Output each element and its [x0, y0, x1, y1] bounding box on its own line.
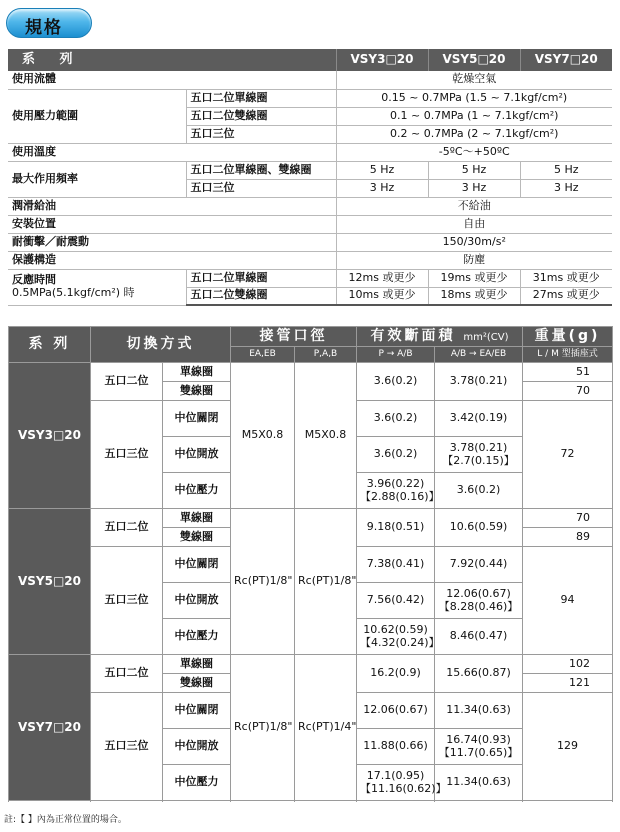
flow-sub-pressure: 中位壓力: [163, 619, 231, 655]
spec-label: 使用溫度: [8, 143, 336, 161]
spec-value: 0.1 ~ 0.7MPa (1 ~ 7.1kgf/cm²): [336, 107, 612, 125]
spec-value: -5ºC～+50ºC: [336, 143, 612, 161]
spec-sub-label: 五口二位單線圈: [186, 269, 336, 287]
spec-header-model: VSY3□20: [336, 49, 428, 71]
spec-value: 5 Hz: [336, 161, 428, 179]
flow-weight: 70: [523, 382, 613, 401]
flow-area-abea: 3.6(0.2): [435, 473, 523, 509]
spec-row-pressure: [8, 89, 612, 107]
spec-value: 12ms 或更少: [336, 269, 428, 287]
flow-series-label: VSY3□20: [9, 363, 91, 509]
spec-row-fluid: [8, 71, 612, 89]
flow-area-abea: 3.42(0.19): [435, 401, 523, 437]
flow-subheader-weight: L / M 型插座式: [523, 347, 613, 363]
flow-area-pab-pressure: [357, 765, 447, 801]
flow-area-pab: 7.56(0.42): [357, 583, 435, 619]
flow-area-abea: 11.34(0.63): [435, 693, 523, 729]
flow-port-pab: M5X0.8: [295, 363, 357, 509]
spec-value: 不給油: [336, 197, 612, 215]
spec-value: 18ms 或更少: [428, 287, 520, 305]
flow-type-three-pos: 五口三位: [91, 547, 163, 655]
flow-header-area-label: 有效斷面積: [370, 328, 456, 345]
flow-area-value: 16.74(0.93): [446, 732, 511, 746]
flow-area-abea: 11.34(0.63): [435, 765, 523, 801]
spec-label: 安裝位置: [8, 215, 336, 233]
flow-header-area-unit: mm²(CV): [463, 332, 509, 344]
flow-sub-single: 單線圈: [163, 655, 231, 674]
spec-row-temperature: [8, 143, 612, 161]
flow-sub-single: 單線圈: [163, 363, 231, 382]
flow-weight-three: 72: [523, 401, 613, 509]
flow-area-normal-value: 【2.7(0.15)】: [442, 453, 515, 467]
spec-value: 自由: [336, 215, 612, 233]
flow-area-abea: 15.66(0.87): [435, 655, 523, 693]
flow-sub-double: 雙線圈: [163, 528, 231, 547]
section-title: 規格: [25, 18, 63, 38]
spec-header-model: VSY5□20: [428, 49, 520, 71]
spec-value: 防塵: [336, 251, 612, 269]
spec-value: 31ms 或更少: [520, 269, 612, 287]
flow-weight: 51: [523, 363, 613, 382]
flow-area-value: 3.96(0.22): [366, 476, 425, 490]
flow-sub-open: 中位開放: [163, 729, 231, 765]
flow-weight-three: 94: [523, 547, 613, 655]
flow-weight-table: [8, 326, 613, 801]
flow-sub-closed: 中位關閉: [163, 547, 231, 583]
flow-sub-pressure: 中位壓力: [163, 765, 231, 801]
flow-header-area: [357, 327, 523, 347]
flow-header-weight: 重量(g): [523, 327, 613, 347]
flow-area-value: 12.06(0.67): [446, 586, 511, 600]
spec-sub-label: 五口二位單線圈: [186, 89, 336, 107]
flow-port-ea: Rc(PT)1/8": [231, 655, 295, 801]
spec-value: 乾燥空氣: [336, 71, 612, 89]
flow-area-pab: 12.06(0.67): [357, 693, 435, 729]
flow-area-pab: 3.6(0.2): [357, 363, 435, 401]
flow-type-two-pos: 五口二位: [91, 363, 163, 401]
flow-port-pab: Rc(PT)1/8": [295, 509, 357, 655]
flow-port-pab: Rc(PT)1/4": [295, 655, 357, 801]
spec-label: 反應時間: [12, 273, 56, 287]
spec-sub-label: 五口二位雙線圈: [186, 287, 336, 305]
spec-label: 使用流體: [8, 71, 336, 89]
spec-value: 3 Hz: [336, 179, 428, 197]
flow-subheader-area-pab: P → A/B: [357, 347, 435, 363]
flow-header-row: [9, 327, 613, 347]
flow-area-normal-value: 【11.16(0.62)】: [360, 781, 447, 795]
flow-port-ea: Rc(PT)1/8": [231, 509, 295, 655]
spec-value: 5 Hz: [428, 161, 520, 179]
flow-area-normal-value: 【4.32(0.24)】: [360, 635, 440, 649]
flow-series-label: VSY7□20: [9, 655, 91, 801]
spec-value: 5 Hz: [520, 161, 612, 179]
spec-header-model: VSY7□20: [520, 49, 612, 71]
flow-type-two-pos: 五口二位: [91, 509, 163, 547]
spec-row-lubrication: [8, 197, 612, 215]
flow-area-pab: 3.6(0.2): [357, 437, 435, 473]
flow-weight: 70: [523, 509, 613, 528]
flow-area-pab: 3.6(0.2): [357, 401, 435, 437]
spec-row-frequency: [8, 161, 612, 179]
flow-row-two-pos-single: [9, 509, 613, 528]
spec-value: 3 Hz: [428, 179, 520, 197]
flow-area-value: 10.62(0.59): [363, 622, 428, 636]
spec-label: 潤滑給油: [8, 197, 336, 215]
spec-label: 耐衝擊／耐震動: [8, 233, 336, 251]
flow-type-two-pos: 五口二位: [91, 655, 163, 693]
spec-value: 3 Hz: [520, 179, 612, 197]
flow-area-abea: 8.46(0.47): [435, 619, 523, 655]
specification-table: [8, 49, 612, 306]
flow-subheader-port-pab: P,A,B: [295, 347, 357, 363]
spec-value: 27ms 或更少: [520, 287, 612, 305]
spec-label: 使用壓力範圍: [8, 89, 186, 143]
flow-area-normal-value: 【2.88(0.16)】: [360, 489, 440, 503]
spec-row-response: [8, 269, 612, 287]
spec-label: 保護構造: [8, 251, 336, 269]
spec-sub-label: 五口三位: [186, 125, 336, 143]
flow-port-ea: M5X0.8: [231, 363, 295, 509]
spec-value: 10ms 或更少: [336, 287, 428, 305]
flow-sub-double: 雙線圈: [163, 674, 231, 693]
flow-row-two-pos-single: [9, 655, 613, 674]
spec-value: 0.15 ~ 0.7MPa (1.5 ~ 7.1kgf/cm²): [336, 89, 612, 107]
flow-weight: 121: [523, 674, 613, 693]
flow-sub-open: 中位開放: [163, 437, 231, 473]
flow-area-abea-open: [435, 437, 523, 473]
spec-value: 19ms 或更少: [428, 269, 520, 287]
flow-area-abea: 3.78(0.21): [435, 363, 523, 401]
flow-sub-closed: 中位關閉: [163, 401, 231, 437]
section-title-badge: [6, 8, 92, 38]
spec-sub-label: 五口二位雙線圈: [186, 107, 336, 125]
footnote: 註:【 】內為正常位置的場合。: [4, 815, 127, 825]
flow-header-series: 系 列: [9, 327, 91, 363]
flow-area-pab: 7.38(0.41): [357, 547, 435, 583]
spec-sub-label: 五口二位單線圈、雙線圈: [186, 161, 336, 179]
flow-area-pab: 16.2(0.9): [357, 655, 435, 693]
spec-label: 最大作用頻率: [8, 161, 186, 197]
spec-row-protection: [8, 251, 612, 269]
flow-type-three-pos: 五口三位: [91, 693, 163, 801]
spec-label-response: [8, 269, 186, 305]
flow-area-value: 17.1(0.95): [366, 768, 425, 782]
flow-sub-pressure: 中位壓力: [163, 473, 231, 509]
flow-weight: 89: [523, 528, 613, 547]
spec-label-condition: 0.5MPa(5.1kgf/cm²) 時: [12, 286, 135, 299]
flow-sub-single: 單線圈: [163, 509, 231, 528]
flow-weight: 102: [523, 655, 613, 674]
flow-subheader-area-abea: A/B → EA/EB: [435, 347, 523, 363]
spec-value: 0.2 ~ 0.7MPa (2 ~ 7.1kgf/cm²): [336, 125, 612, 143]
flow-area-normal-value: 【8.28(0.46)】: [438, 599, 519, 613]
flow-type-three-pos: 五口三位: [91, 401, 163, 509]
spec-value: 150/30m/s²: [336, 233, 612, 251]
flow-row-two-pos-single: [9, 363, 613, 382]
flow-area-pab: 9.18(0.51): [357, 509, 435, 547]
flow-area-abea: 10.6(0.59): [435, 509, 523, 547]
flow-sub-open: 中位開放: [163, 583, 231, 619]
spec-header-series: 系 列: [8, 49, 336, 71]
spec-row-shock: [8, 233, 612, 251]
flow-header-switching: 切換方式: [91, 327, 231, 363]
flow-area-abea: 7.92(0.44): [435, 547, 523, 583]
flow-area-pab-pressure: [357, 473, 440, 509]
spec-row-mounting: [8, 215, 612, 233]
flow-area-abea-open: [435, 729, 523, 765]
flow-area-abea-open: [435, 583, 523, 619]
flow-sub-double: 雙線圈: [163, 382, 231, 401]
flow-subheader-port-ea: EA,EB: [231, 347, 295, 363]
flow-area-pab-pressure: [357, 619, 440, 655]
flow-header-port: 接管口徑: [231, 327, 357, 347]
flow-area-value: 3.78(0.21): [449, 440, 508, 454]
flow-area-normal-value: 【11.7(0.65)】: [438, 745, 519, 759]
spec-sub-label: 五口三位: [186, 179, 336, 197]
spec-header-row: [8, 49, 612, 71]
flow-weight-three: 129: [523, 693, 613, 801]
flow-sub-closed: 中位關閉: [163, 693, 231, 729]
flow-series-label: VSY5□20: [9, 509, 91, 655]
flow-area-pab: 11.88(0.66): [357, 729, 435, 765]
